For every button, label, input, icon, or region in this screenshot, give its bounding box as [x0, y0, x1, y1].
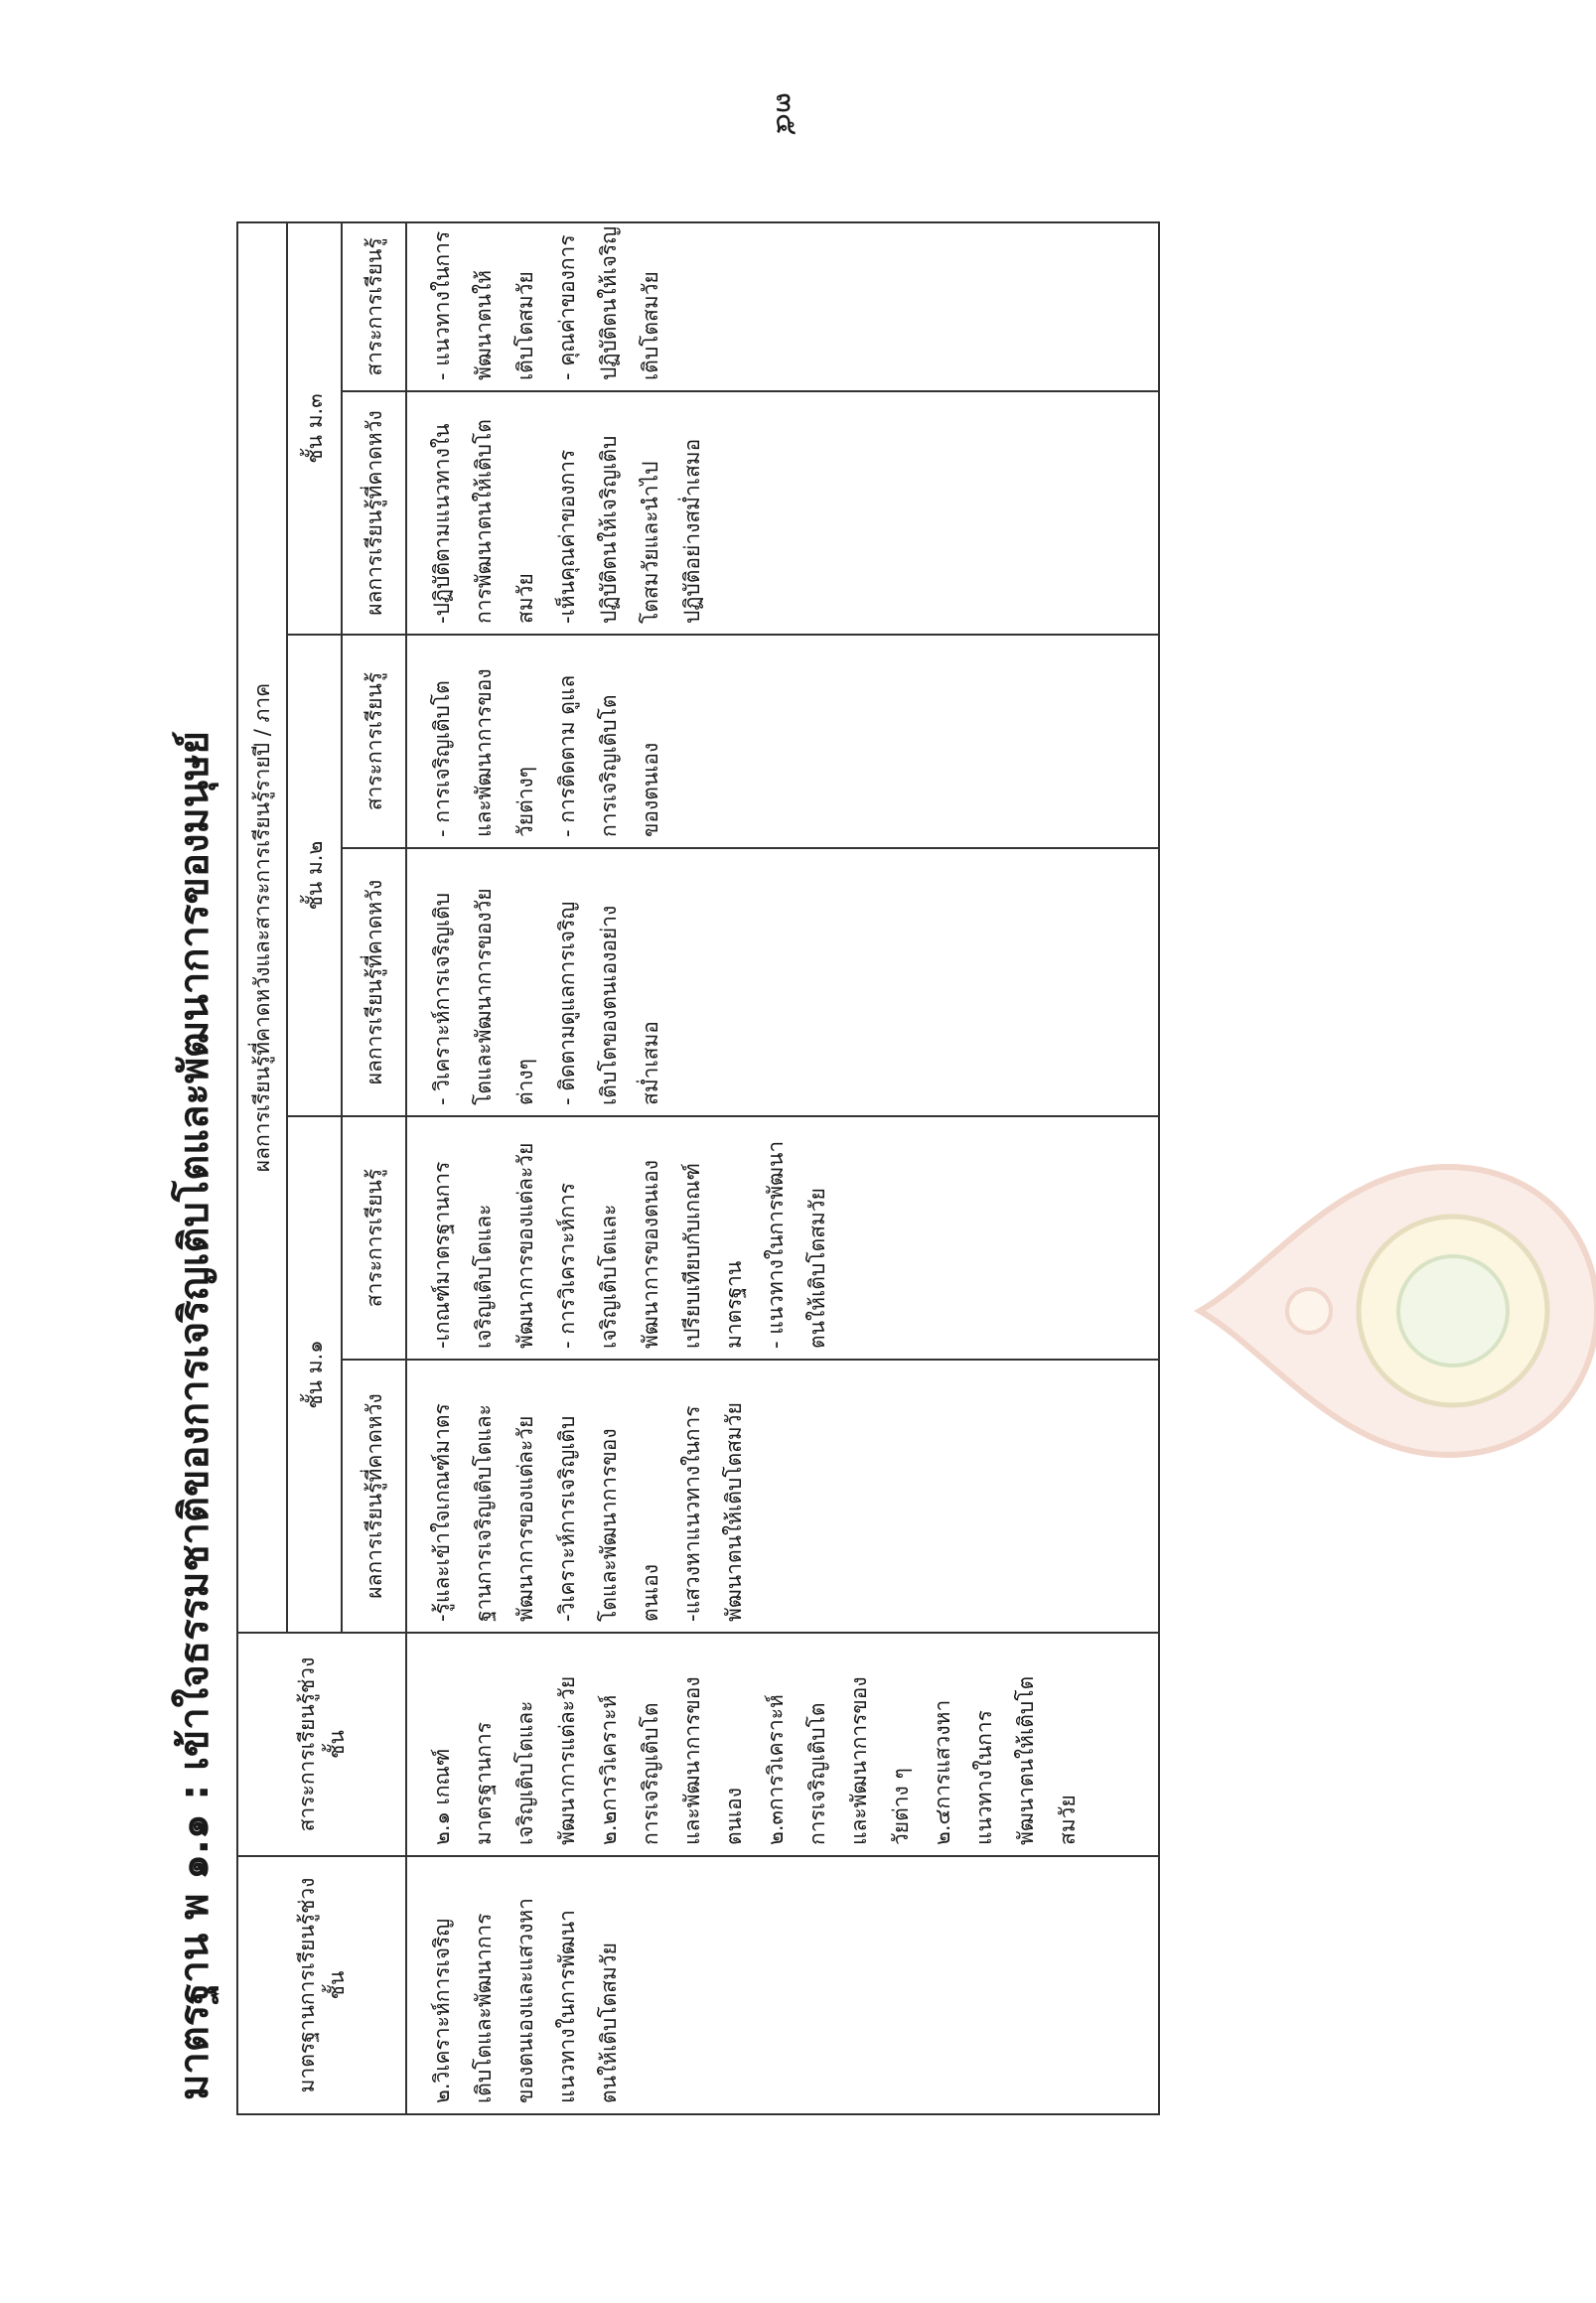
cell-m1-expected: -รู้และเข้าใจเกณฑ์มาตร ฐานการเจริญเติบโตและ พัฒนาการของแต่ละวัย -วิเคราะห์การเจริญเติบ โตและพัฒนาการของ ตนเอง -แสวงหาแนวทางในการ พัฒนาตนให้เติบโตสมวัย — [406, 1360, 1159, 1633]
cell-m1-content: -เกณฑ์มาตรฐานการ เจริญเติบโตและ พัฒนาการของแต่ละวัย - การวิเคราะห์การ เจริญเติบโตและ พัฒนาการของตนเอง เปรียบเทียบกับเกณฑ์ มาตรฐาน - แนวทางในการพัฒนา ตนให้เติบโตสมวัย — [406, 1116, 1159, 1360]
cell-standard: ๒.วิเคราะห์การเจริญ เติบโตและพัฒนาการ ของตนเองและแสวงหา แนวทางในการพัฒนา ตนให้เติบโตสมวัย — [406, 1856, 1159, 2114]
header-group: ผลการเรียนรู้ที่คาดหวังและสาระการเรียนรู้รายปี / ภาค — [237, 222, 287, 1633]
document-frame — [172, 223, 1160, 2115]
cell-m3-content: - แนวทางในการ พัฒนาตนให้ เติบโตสมวัย - คุณค่าของการ ปฏิบัติตนให้เจริญ เติบโตสมวัย — [406, 222, 1159, 391]
page-number: ๓๕ — [769, 92, 803, 136]
cell-m2-expected: - วิเคราะห์การเจริญเติบ โตและพัฒนาการของวัย ต่างๆ - ติดตามดูแลการเจริญ เติบโตของตนเองอย่าง สม่ำเสมอ — [406, 848, 1159, 1116]
header-m3: ชั้น ม.๓ — [287, 222, 342, 635]
page-title: มาตรฐาน พ ๑.๑ : เข้าใจธรรมชาติของการเจริญเติบโตและพัฒนาการของมนุษย์ — [172, 731, 218, 2100]
header-m3-expected: ผลการเรียนรู้ที่คาดหวัง — [342, 391, 406, 635]
cell-m3-expected: -ปฏิบัติตามแนวทางใน การพัฒนาตนให้เติบโต สมวัย -เห็นคุณค่าของการ ปฏิบัติตนให้เจริญเติบ โตสมวัยและนำไป ปฏิบัติอย่างสม่ำเสมอ — [406, 391, 1159, 635]
cell-m2-content: - การเจริญเติบโต และพัฒนาการของ วัยต่างๆ - การติดตาม ดูแล การเจริญเติบโต ของตนเอง — [406, 635, 1159, 848]
rotated-page — [172, 223, 1160, 2115]
header-m2-content: สาระการเรียนรู้ — [342, 635, 406, 848]
emblem-watermark-icon — [1190, 1157, 1596, 1465]
header-m2: ชั้น ม.๒ — [287, 635, 342, 1116]
header-m1: ชั้น ม.๑ — [287, 1116, 342, 1633]
cell-range-content: ๒.๑ เกณฑ์ มาตรฐานการ เจริญเติบโตและ พัฒนาการแต่ละวัย ๒.๒การวิเคราะห์ การเจริญเติบโต และพัฒนาการของ ตนเอง ๒.๓การวิเคราะห์ การเจริญเติบโต และพัฒนาการของ วัยต่าง ๆ ๒.๔การแสวงหา แนวทางในการ พัฒนาตนให้เติบโต สมวัย — [406, 1633, 1159, 1856]
header-m2-expected: ผลการเรียนรู้ที่คาดหวัง — [342, 848, 406, 1116]
header-m1-expected: ผลการเรียนรู้ที่คาดหวัง — [342, 1360, 406, 1633]
header-m1-content: สาระการเรียนรู้ — [342, 1116, 406, 1360]
standards-table — [236, 221, 1160, 2115]
header-standard: มาตรฐานการเรียนรู้ช่วงชั้น — [237, 1856, 406, 2114]
header-range-content: สาระการเรียนรู้ช่วงชั้น — [237, 1633, 406, 1856]
header-m3-content: สาระการเรียนรู้ — [342, 222, 406, 391]
